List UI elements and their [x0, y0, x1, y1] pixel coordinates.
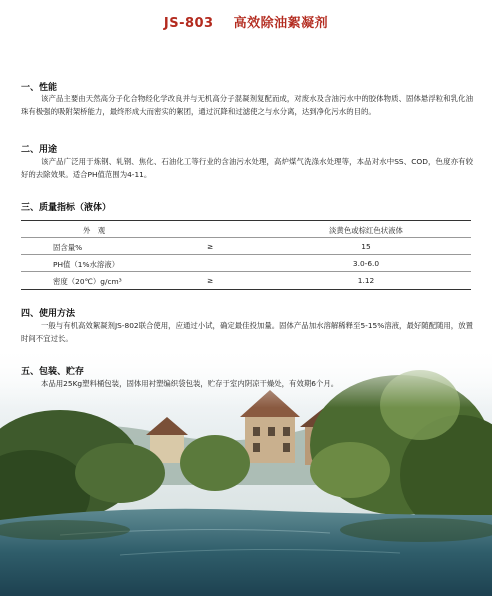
- section-heading-properties: 一、性能: [21, 83, 58, 93]
- section-heading-packaging: 五、包装、贮存: [21, 367, 85, 377]
- section-heading-uses: 二、用途: [21, 145, 58, 155]
- spec-symbol: ≥: [207, 242, 214, 251]
- spec-value: 15: [361, 242, 371, 251]
- spec-name: 密度（20℃）g/cm³: [53, 277, 122, 286]
- page-title: [0, 12, 492, 31]
- spec-header-row: [21, 221, 471, 238]
- section-heading-specs: 三、质量指标（液体）: [21, 203, 112, 213]
- spec-table: [21, 220, 471, 290]
- spec-symbol: ≥: [207, 276, 214, 285]
- section-body-usage: 一般与有机高效絮凝剂JS-802联合使用，应通过小试，确定最佳投加量。固体产品加水溶解稀释至5-15%溶液，最好随配随用，放置时间不宜过长。: [21, 321, 473, 343]
- product-name: 高效除油絮凝剂: [233, 16, 329, 31]
- section-body-packaging: 本品用25Kg塑料桶包装，固体用衬塑编织袋包装，贮存于室内阴凉干燥处，有效期6个月。: [41, 379, 339, 388]
- spec-row: [21, 272, 471, 289]
- spec-row: [21, 255, 471, 272]
- spec-header-name: 外 观: [83, 226, 106, 235]
- spec-row: [21, 238, 471, 255]
- spec-value: 1.12: [357, 276, 375, 285]
- spec-header-value: 淡黄色或棕红色状液体: [329, 226, 403, 235]
- spec-name: 固含量%: [53, 243, 83, 252]
- spec-name: PH值（1%水溶液）: [53, 260, 120, 269]
- section-heading-usage: 四、使用方法: [21, 309, 76, 319]
- product-code: JS-803: [163, 16, 214, 31]
- spec-value: 3.0-6.0: [352, 259, 380, 268]
- section-body-uses: 该产品广泛用于炼钢、轧钢、焦化、石油化工等行业的含油污水处理，高炉煤气洗涤水处理等，本品对水中SS、COD，色度亦有较好的去除效果。适合PH值范围为4-11。: [21, 157, 473, 179]
- section-body-properties: 该产品主要由天然高分子化合物经化学改良并与无机高分子混凝剂复配而成，对废水及含油污水中的胶体物质、固体悬浮粒和乳化油珠有极强的吸附架桥能力，最终形成大而密实的絮团，通过沉降和过滤使之与水分离，达到净化污水的目的。: [21, 94, 473, 116]
